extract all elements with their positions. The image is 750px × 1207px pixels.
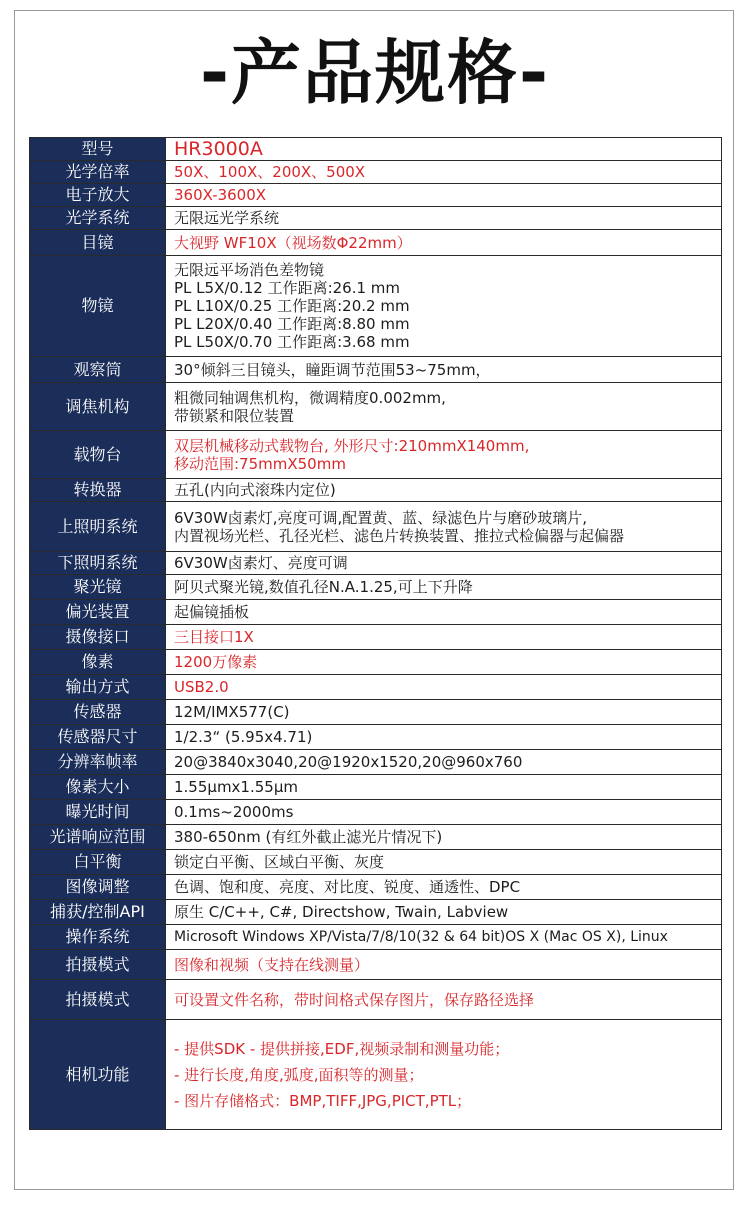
spec-row — [30, 552, 722, 575]
spec-value — [166, 850, 722, 875]
spec-label: 分辨率帧率 — [30, 750, 166, 775]
spec-label: 摄像接口 — [30, 625, 166, 650]
spec-label: 调焦机构 — [30, 383, 166, 431]
spec-value — [166, 775, 722, 800]
spec-value — [166, 230, 722, 256]
spec-label: 操作系统 — [30, 925, 166, 950]
spec-label: 白平衡 — [30, 850, 166, 875]
spec-value-line: 内置视场光栏、孔径光栏、滤色片转换装置、推拉式检偏器与起偏器 — [174, 526, 625, 545]
spec-value-line: 三目接口1X — [174, 628, 254, 646]
spec-value — [166, 700, 722, 725]
spec-label: 拍摄模式 — [30, 980, 166, 1020]
spec-row — [30, 980, 722, 1020]
spec-value — [166, 675, 722, 700]
spec-row — [30, 775, 722, 800]
spec-value-line: 锁定白平衡、区域白平衡、灰度 — [174, 853, 385, 871]
spec-value-line: 五孔(内向式滚珠内定位) — [174, 481, 336, 499]
spec-label: 目镜 — [30, 230, 166, 256]
spec-label: 像素大小 — [30, 775, 166, 800]
spec-value — [166, 256, 722, 357]
spec-row — [30, 750, 722, 775]
spec-label: 偏光装置 — [30, 600, 166, 625]
spec-value — [166, 552, 722, 575]
spec-value — [166, 725, 722, 750]
spec-value-line: 380-650nm (有红外截止滤光片情况下) — [174, 828, 443, 846]
spec-label: 转换器 — [30, 479, 166, 502]
spec-value — [166, 479, 722, 502]
spec-value-line: USB2.0 — [174, 678, 229, 696]
spec-label: 像素 — [30, 650, 166, 675]
spec-label: 光学系统 — [30, 207, 166, 230]
spec-value-line: 12M/IMX577(C) — [174, 703, 290, 721]
spec-value-line: PL L10X/0.25 工作距离:20.2 mm — [174, 297, 410, 315]
spec-value — [166, 207, 722, 230]
spec-label: 下照明系统 — [30, 552, 166, 575]
spec-row — [30, 184, 722, 207]
spec-value-line: 360X-3600X — [174, 186, 267, 204]
spec-value-line: 带锁紧和限位装置 — [174, 406, 295, 425]
spec-value-line: 20@3840x3040,20@1920x1520,20@960x760 — [174, 753, 523, 771]
spec-label: 捕获/控制API — [30, 900, 166, 925]
spec-value-line: 粗微同轴调焦机构，微调精度0.002mm, — [174, 388, 446, 407]
spec-row — [30, 825, 722, 850]
spec-value-line: PL L20X/0.40 工作距离:8.80 mm — [174, 315, 410, 333]
spec-value-line: 1.55μmx1.55μm — [174, 778, 298, 796]
spec-label: 物镜 — [30, 256, 166, 357]
spec-value-line: PL L5X/0.12 工作距离:26.1 mm — [174, 279, 401, 297]
spec-row — [30, 431, 722, 479]
spec-row — [30, 161, 722, 184]
spec-value-line: 大视野 WF10X（视场数Φ22mm） — [174, 233, 412, 252]
spec-value-line: 图像和视频（支持在线测量） — [174, 955, 370, 974]
spec-row — [30, 625, 722, 650]
spec-value-line: 0.1ms~2000ms — [174, 803, 294, 821]
spec-value-line: HR3000A — [174, 138, 263, 160]
spec-value — [166, 138, 722, 161]
spec-value-line: 双层机械移动式载物台, 外形尺寸:210mmX140mm, — [174, 436, 530, 455]
spec-row — [30, 207, 722, 230]
spec-value — [166, 600, 722, 625]
spec-row — [30, 230, 722, 256]
spec-label: 聚光镜 — [30, 575, 166, 600]
spec-value — [166, 431, 722, 479]
spec-row — [30, 900, 722, 925]
spec-row — [30, 138, 722, 161]
spec-value-line: 6V30W卤素灯、亮度可调 — [174, 554, 348, 572]
spec-label: 上照明系统 — [30, 502, 166, 552]
spec-value — [166, 800, 722, 825]
spec-row — [30, 575, 722, 600]
spec-value-line: PL L50X/0.70 工作距离:3.68 mm — [174, 333, 410, 351]
spec-row — [30, 700, 722, 725]
spec-row — [30, 256, 722, 357]
spec-value — [166, 950, 722, 980]
spec-value — [166, 357, 722, 383]
spec-row — [30, 1020, 722, 1130]
spec-value-line: 原生 C/C++, C#, Directshow, Twain, Labview — [174, 903, 509, 921]
spec-value — [166, 1020, 722, 1130]
spec-value — [166, 980, 722, 1020]
spec-row — [30, 925, 722, 950]
spec-value-line: 阿贝式聚光镜,数值孔径N.A.1.25,可上下升降 — [174, 578, 473, 596]
spec-row — [30, 650, 722, 675]
spec-value — [166, 383, 722, 431]
spec-row — [30, 600, 722, 625]
spec-value-line: 50X、100X、200X、500X — [174, 163, 366, 181]
spec-row — [30, 502, 722, 552]
spec-value-line: 移动范围:75mmX50mm — [174, 454, 346, 473]
spec-value — [166, 184, 722, 207]
spec-label: 载物台 — [30, 431, 166, 479]
spec-value — [166, 650, 722, 675]
spec-value-line: 无限远平场消色差物镜 — [174, 261, 325, 279]
spec-value-line: Microsoft Windows XP/Vista/7/8/10(32 & 64 bit)OS X (Mac OS X), Linux — [174, 929, 668, 945]
spec-row — [30, 725, 722, 750]
page-title: -产品规格- — [199, 32, 551, 114]
spec-label: 传感器尺寸 — [30, 725, 166, 750]
spec-row — [30, 800, 722, 825]
spec-value-line: 30°倾斜三目镜头，瞳距调节范围53~75mm， — [174, 360, 491, 379]
spec-value-line: - 提供SDK - 提供拼接,EDF,视频录制和测量功能； — [174, 1039, 510, 1058]
spec-value-line: 色调、饱和度、亮度、对比度、锐度、通透性、DPC — [174, 878, 521, 896]
spec-label: 电子放大 — [30, 184, 166, 207]
spec-value-line: 1200万像素 — [174, 653, 258, 671]
spec-table — [29, 137, 722, 1130]
spec-label: 拍摄模式 — [30, 950, 166, 980]
spec-label: 光谱响应范围 — [30, 825, 166, 850]
spec-row — [30, 675, 722, 700]
spec-value — [166, 625, 722, 650]
spec-value — [166, 575, 722, 600]
spec-value-line: - 进行长度,角度,弧度,面积等的测量； — [174, 1065, 424, 1084]
spec-label: 光学倍率 — [30, 161, 166, 184]
spec-value-line: - 图片存储格式：BMP,TIFF,JPG,PICT,PTL； — [174, 1091, 472, 1110]
spec-row — [30, 383, 722, 431]
spec-row — [30, 850, 722, 875]
spec-value — [166, 900, 722, 925]
spec-value — [166, 875, 722, 900]
spec-value-line: 起偏镜插板 — [174, 603, 250, 621]
spec-label: 曝光时间 — [30, 800, 166, 825]
spec-value — [166, 750, 722, 775]
spec-label: 相机功能 — [30, 1020, 166, 1130]
spec-row — [30, 357, 722, 383]
spec-label: 图像调整 — [30, 875, 166, 900]
spec-value-line: 6V30W卤素灯,亮度可调,配置黄、蓝、绿滤色片与磨砂玻璃片, — [174, 508, 588, 527]
spec-value-line: 无限远光学系统 — [174, 209, 280, 227]
spec-label: 传感器 — [30, 700, 166, 725]
spec-row — [30, 950, 722, 980]
spec-value — [166, 161, 722, 184]
spec-row — [30, 875, 722, 900]
spec-value — [166, 825, 722, 850]
spec-label: 输出方式 — [30, 675, 166, 700]
spec-row — [30, 479, 722, 502]
spec-value-line: 可设置文件名称，带时间格式保存图片，保存路径选择 — [174, 990, 535, 1009]
spec-value-line: 1/2.3“ (5.95x4.71) — [174, 728, 313, 746]
spec-label: 观察筒 — [30, 357, 166, 383]
spec-value — [166, 925, 722, 950]
spec-value — [166, 502, 722, 552]
spec-label: 型号 — [30, 138, 166, 161]
